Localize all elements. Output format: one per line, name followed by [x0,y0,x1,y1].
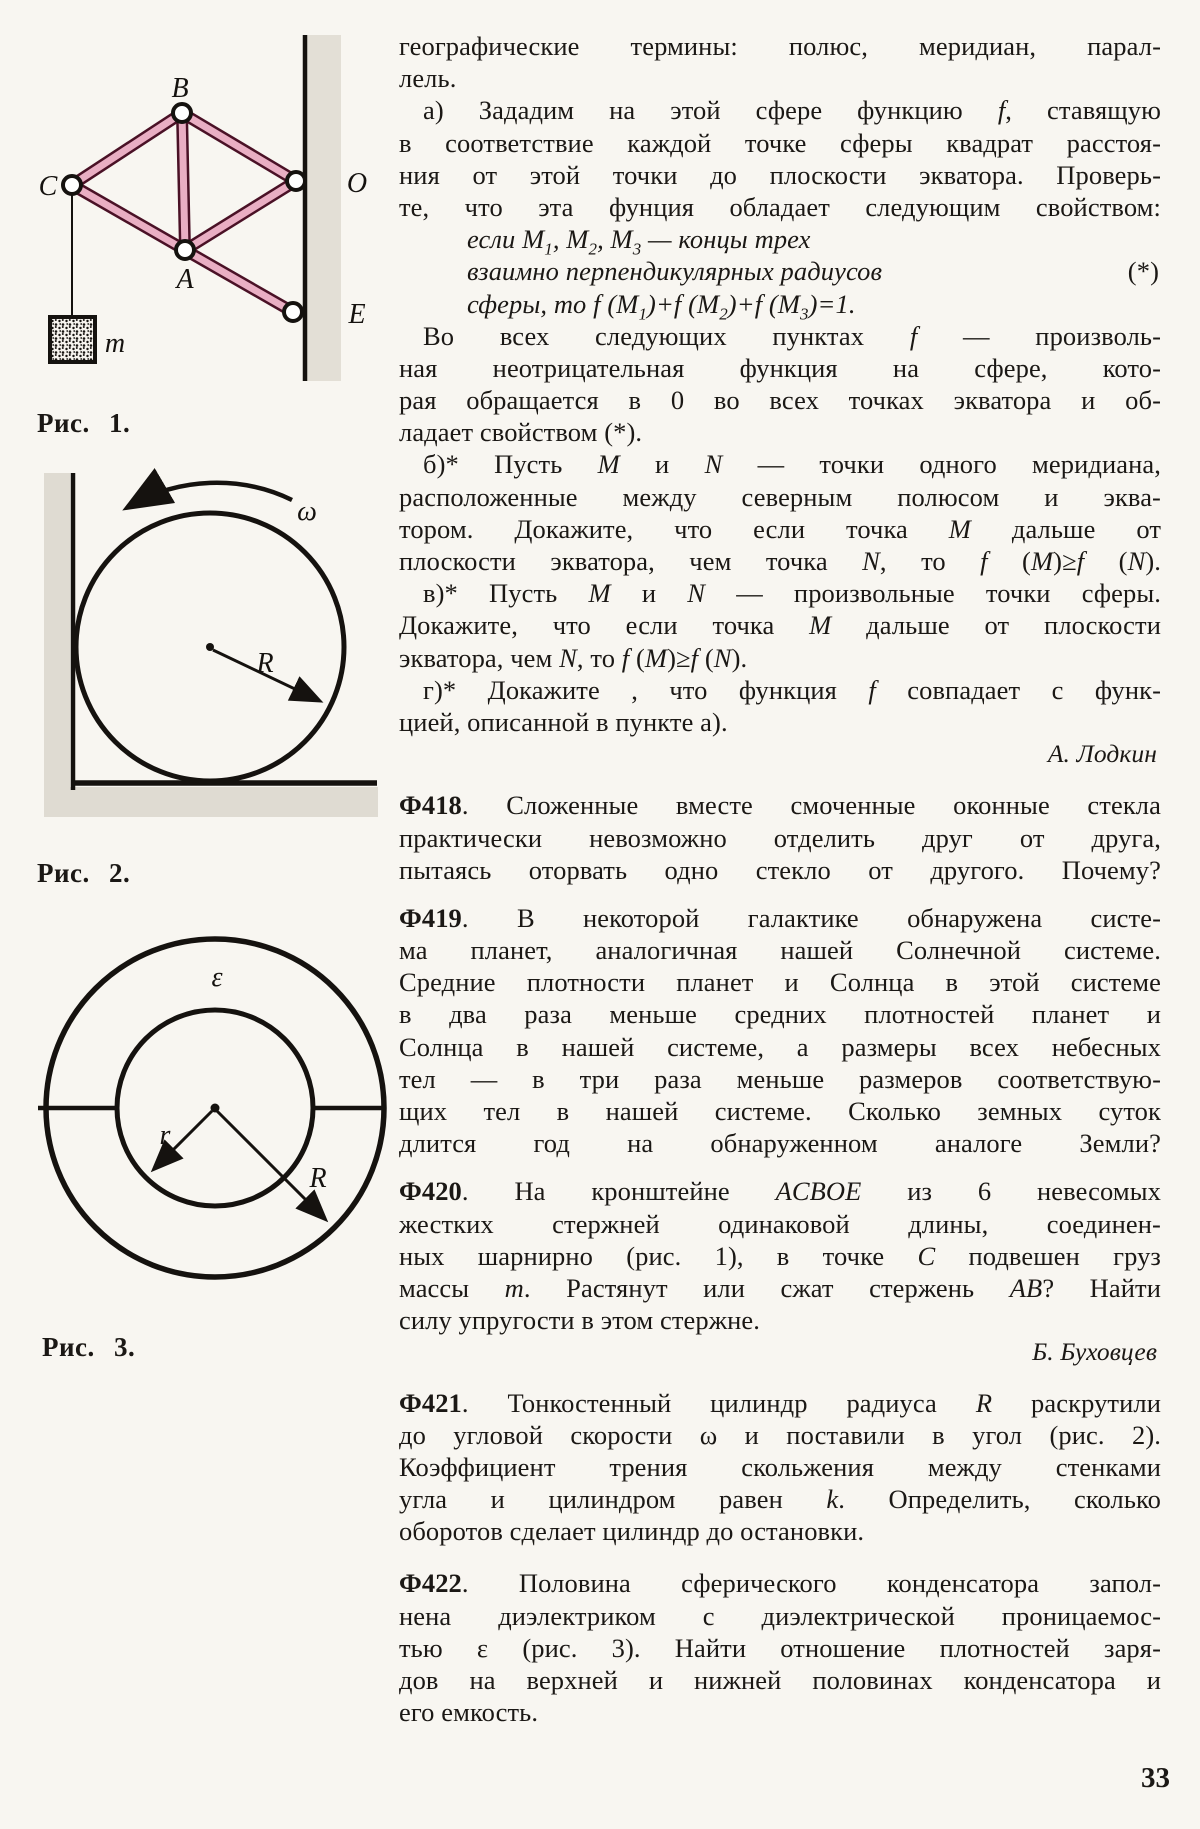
text-line: тором. Докажите, что если точка M дальше от [399,513,1161,544]
property-star-mark: (*) [1127,256,1159,287]
paragraph [399,577,1161,674]
text-line: плоскости экватора, чем точка N, то f (M)≥f (N). [399,546,1161,576]
paragraph [399,448,1161,577]
text-line: ма планет, аналогичная нашей Солнечной системе. [399,935,1161,966]
radius-label-R: R [256,648,274,679]
text-line: расположенные между северным полюсом и эква- [399,481,1161,512]
text-line: силу упругости в этом стержне. [399,1305,761,1336]
text-line: Коэффициент трения скольжения между стенками [399,1451,1161,1482]
text-line: ния от этой точки до плоскости экватора. Проверь- [399,159,1161,190]
text-line: практически невозможно отделить друг от друга, [399,822,1161,853]
text-line: его емкость. [399,1697,539,1728]
inner-radius-label-r: r [159,1120,171,1151]
outer-radius-label-R: R [309,1163,327,1194]
node-label-A: A [176,264,194,295]
figure-2-cylinder-in-corner [35,460,385,835]
text-line: дов на верхней и нижней половинах конденсатора и [399,1665,1161,1695]
text-line: угла и цилиндром равен k. Определить, сколько [399,1484,1161,1515]
text-line: щих тел в нашей системе. Сколько земных суток [399,1096,1161,1126]
center-dot [206,643,214,651]
text-line: рая обращается в 0 во всех точках экватора и об- [399,385,1161,416]
text-line: Средние плотности планет и Солнца в этой системе [399,967,1161,998]
text-line: г)* Докажите , что функция f совпадает с функ- [423,674,1161,705]
mass-label-m: m [104,328,126,359]
text-column [399,30,1161,1728]
text-line: а) Зададим на этой сфере функцию f, ставящую [423,95,1161,126]
text-line: А. Лодкин [1047,739,1157,769]
text-line: ная неотрицательная функция на сфере, кото- [399,352,1161,383]
text-line: Ф420. На кронштейне ACBOE из 6 невесомых [399,1176,1161,1207]
text-line: нена диэлектриком с диэлектрической проницаемос- [399,1600,1161,1631]
paragraph [399,1387,1161,1548]
text-line: если $M_1$, $M_2$, $M_3$ — концы трех [467,224,811,256]
weight-block [50,317,95,362]
text-line: б)* Пусть M и N — точки одного меридиана, [423,449,1161,480]
paragraph [399,1567,1161,1728]
text-line: Солнца в нашей системе, а размеры всех небесных [399,1031,1161,1062]
text-line: взаимно перпендикулярных радиусов (*) [467,256,1159,287]
page-number: 33 [1141,1762,1170,1794]
text-line: сферы, то f $(M_1)+f$ $(M_2)+f$ $(M_3)=1$. [467,288,856,320]
node-label-C: C [38,171,58,202]
wall-shading [44,473,70,791]
text-line: в соответствие каждой точке сферы квадрат расстоя- [399,127,1161,158]
text-line: длится год на обнаруженном аналоге Земли? [399,1128,1161,1159]
paragraph [399,30,1161,94]
text-line: цией, описанной в пункте а). [399,706,728,737]
text-line: в)* Пусть M и N — произвольные точки сферы. [423,578,1161,609]
node-label-B: B [171,73,189,104]
text-line: до угловой скорости ω и поставили в угол (рис. 2). [399,1419,1161,1450]
paragraph [399,223,1161,320]
paragraph [399,1175,1161,1336]
node-label-E: E [348,299,366,330]
text-line: оборотов сделает цилиндр до остановки. [399,1516,865,1547]
text-line: тел — в три раза меньше размеров соответствую- [399,1063,1161,1094]
text-line: Ф422. Половина сферического конденсатора запол- [399,1568,1161,1599]
text-line: ных шарнирно (рис. 1), в точке C подвешен груз [399,1240,1161,1271]
paragraph [399,674,1161,738]
paragraph [399,320,1161,449]
text-line: Ф421. Тонкостенный цилиндр радиуса R раскрутили [399,1387,1161,1418]
figure-2-caption: Рис. 2. [37,858,131,888]
text-line: жестких стержней одинаковой длины, соединен- [399,1208,1161,1239]
text-line: те, что эта фунция обладает следующим свойством: [399,191,1161,222]
text-line: лель. [399,63,457,94]
floor-shading [44,787,378,817]
text-line: экватора, чем N, то f (M)≥f (N). [399,642,748,673]
paragraph [399,789,1161,886]
epsilon-label: ε [211,962,223,993]
figure-1-caption: Рис. 1. [37,408,131,438]
text-line: тью ε (рис. 3). Найти отношение плотностей заря- [399,1632,1161,1663]
figure-3-spherical-capacitor [25,920,400,1305]
text-line: географические термины: полюс, меридиан, парал- [399,31,1161,61]
paragraph [399,94,1161,223]
text-line: массы m. Растянут или сжат стержень AB? Найти [399,1272,1161,1303]
text-line: Ф419. В некоторой галактике обнаружена систе- [399,902,1161,933]
paragraph [399,902,1161,1160]
node-label-O: O [346,168,368,199]
text-line: Б. Буховцев [1032,1337,1157,1367]
figure-3-caption: Рис. 3. [42,1332,136,1362]
paragraph [399,1336,1161,1368]
text-line: Ф418. Сложенные вместе смоченные оконные стекла [399,790,1161,821]
text-line: Во всех следующих пунктах f — произволь- [423,320,1161,351]
omega-label: ω [297,496,317,527]
text-line: пытаясь оторвать одно стекло от другого. Почему? [399,854,1161,885]
text-line: Докажите, что если точка M дальше от плоскости [399,610,1161,641]
wall-shading [307,35,341,381]
text-line: в два раза меньше средних плотностей планет и [399,999,1161,1030]
figure-1-truss-diagram [30,25,380,390]
rotation-arrow [130,483,292,506]
paragraph [399,738,1161,770]
text-line: ладает свойством (*). [399,417,643,448]
